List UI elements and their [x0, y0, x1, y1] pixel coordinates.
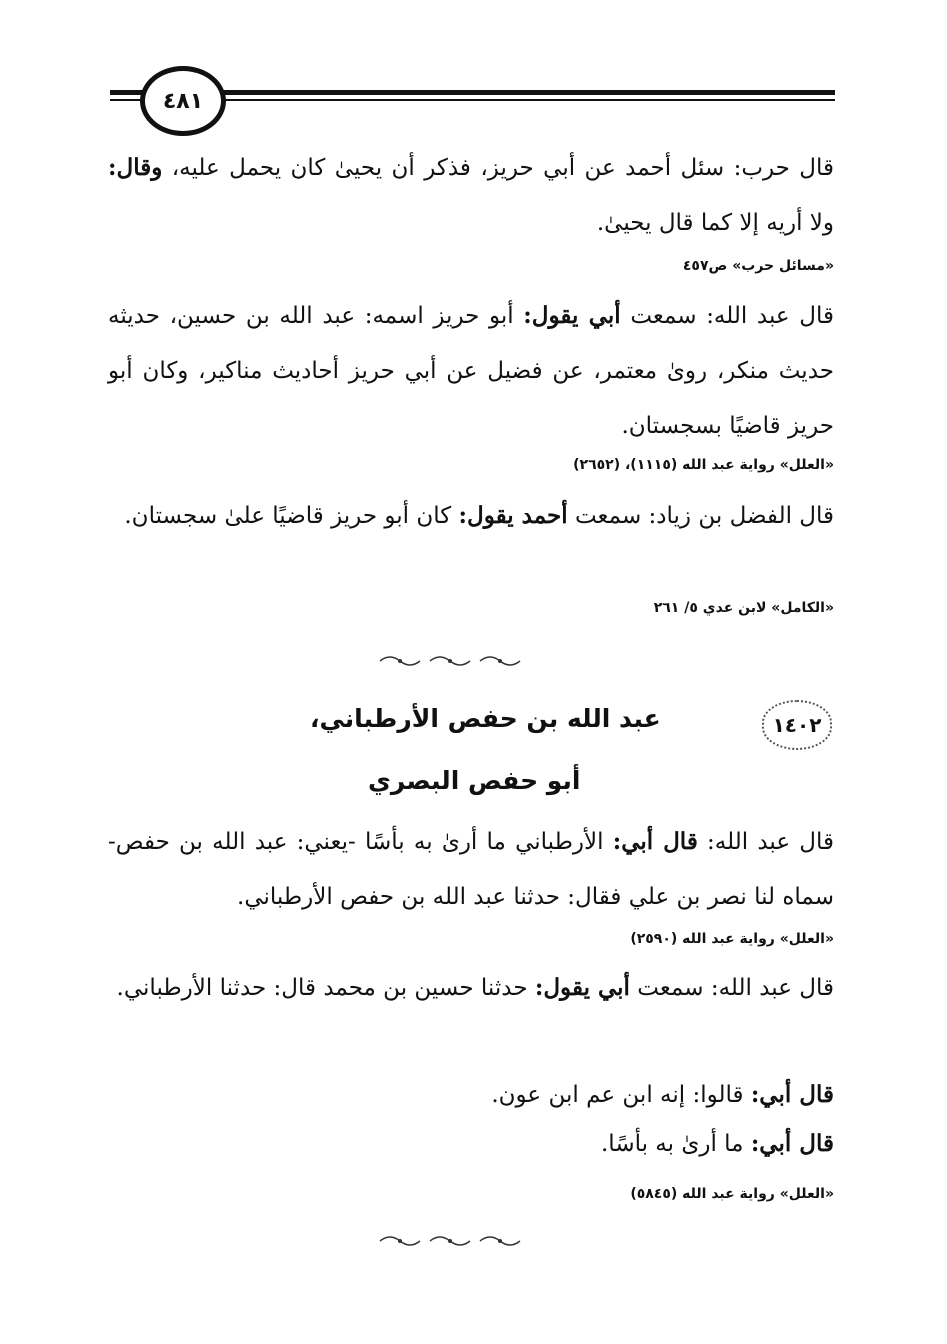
text: قال حرب: سئل أحمد عن أبي حريز، فذكر أن يحيىٰ كان يحمل عليه، [162, 155, 834, 181]
paragraph-entry-3 [108, 1067, 834, 1123]
bold-text: قال أبي: [612, 828, 698, 855]
paragraph-entry-4 [108, 1116, 834, 1172]
source-citation: «الكامل» لابن عدي ٥/ ٢٦١ [653, 600, 834, 616]
paragraph-entry-1 [108, 814, 834, 925]
paragraph-harb [108, 140, 834, 251]
bold-text: قال أبي: [750, 1081, 834, 1108]
source-citation: «العلل» رواية عبد الله (٥٨٤٥) [630, 1186, 834, 1202]
entry-number: ١٤٠٢ [772, 713, 822, 737]
text: الأرطباني ما أرىٰ به بأسًا -يعني: عبد الله بن حفص- سماه لنا نصر بن علي فقال: حدثنا عبد الله بن حفص الأرطباني. [108, 829, 834, 910]
entry-number-badge [762, 700, 832, 750]
entry-subtitle: أبو حفص البصري [368, 766, 581, 795]
bold-text: أحمد يقول: [458, 502, 568, 529]
text: قالوا: إنه ابن عم ابن عون. [491, 1082, 751, 1108]
paragraph-abdullah [108, 288, 834, 454]
paragraph-fadl [108, 488, 834, 544]
text: حدثنا حسين بن محمد قال: حدثنا الأرطباني. [116, 975, 535, 1001]
page-header [110, 66, 835, 132]
text: قال عبد الله: سمعت [629, 975, 834, 1001]
text: قال الفضل بن زياد: سمعت [567, 503, 834, 529]
bold-text: قال أبي: [750, 1130, 834, 1157]
text: كان أبو حريز قاضيًا علىٰ سجستان. [124, 503, 459, 529]
entry-title: عبد الله بن حفص الأرطباني، [310, 704, 661, 733]
bold-text: أبي يقول: [534, 974, 630, 1001]
ornament-divider [370, 1234, 550, 1248]
page-number: ٤٨١ [162, 88, 204, 114]
text: قال عبد الله: سمعت [620, 303, 834, 329]
bold-text: أبي يقول: [523, 302, 621, 329]
text: ولا أريه إلا كما قال يحيىٰ. [596, 210, 834, 236]
ornament-divider [370, 654, 550, 668]
source-citation: «العلل» رواية عبد الله (١١١٥)، (٢٦٥٢) [573, 457, 834, 473]
text: أبو حريز اسمه: عبد الله بن حسين، حديثه حديث منكر، رویٰ معتمر، عن فضيل عن أبي حريز أحاديث مناكير، وكان أبو حريز قاضيًا بسجستان. [108, 303, 834, 439]
text: ما أرىٰ به بأسًا. [601, 1131, 751, 1157]
source-citation: «العلل» رواية عبد الله (٢٥٩٠) [630, 931, 834, 947]
source-citation: «مسائل حرب» ص٤٥٧ [682, 258, 834, 274]
paragraph-entry-2 [108, 960, 834, 1016]
page-number-circle [140, 66, 226, 136]
bold-text: وقال: [108, 154, 163, 181]
text: قال عبد الله: [697, 829, 834, 855]
